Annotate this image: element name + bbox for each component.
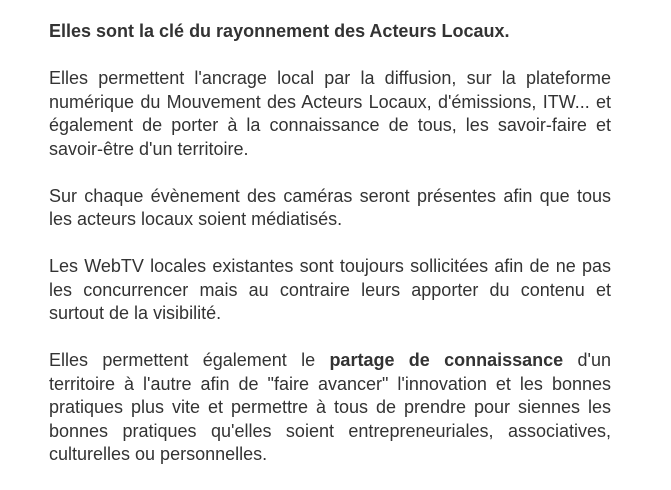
heading: Elles sont la clé du rayonnement des Acteurs Locaux. bbox=[49, 21, 510, 41]
paragraph-partage-text-after: d'un territoire à l'autre afin de "faire avancer" l'innovation et les bonnes pratiques plus vite et permettre à tous de prendre pour siennes les bonnes pratiques qu'elles soient entrepreneuriales, associatives, culturelles ou personnelles. bbox=[49, 350, 611, 464]
document-body bbox=[49, 20, 611, 490]
paragraph-ancrage-local: Elles permettent l'ancrage local par la diffusion, sur la plateforme numérique du Mouvement des Acteurs Locaux, d'émissions, ITW... et également de porter à la connaissance de tous, les savoir-faire et savoir-être d'un territoire. bbox=[49, 68, 611, 159]
paragraph-partage-text-before: Elles permettent également le bbox=[49, 350, 330, 370]
paragraph-partage-connaissance bbox=[49, 349, 611, 467]
emphasis-partage-de-connaissance: partage de connaissance bbox=[329, 350, 564, 370]
paragraph-cameras: Sur chaque évènement des caméras seront présentes afin que tous les acteurs locaux soient médiatisés. bbox=[49, 185, 611, 229]
paragraph-webtv-locales: Les WebTV locales existantes sont toujours sollicitées afin de ne pas les concurrencer mais au contraire leurs apporter du contenu et surtout de la visibilité. bbox=[49, 256, 611, 323]
